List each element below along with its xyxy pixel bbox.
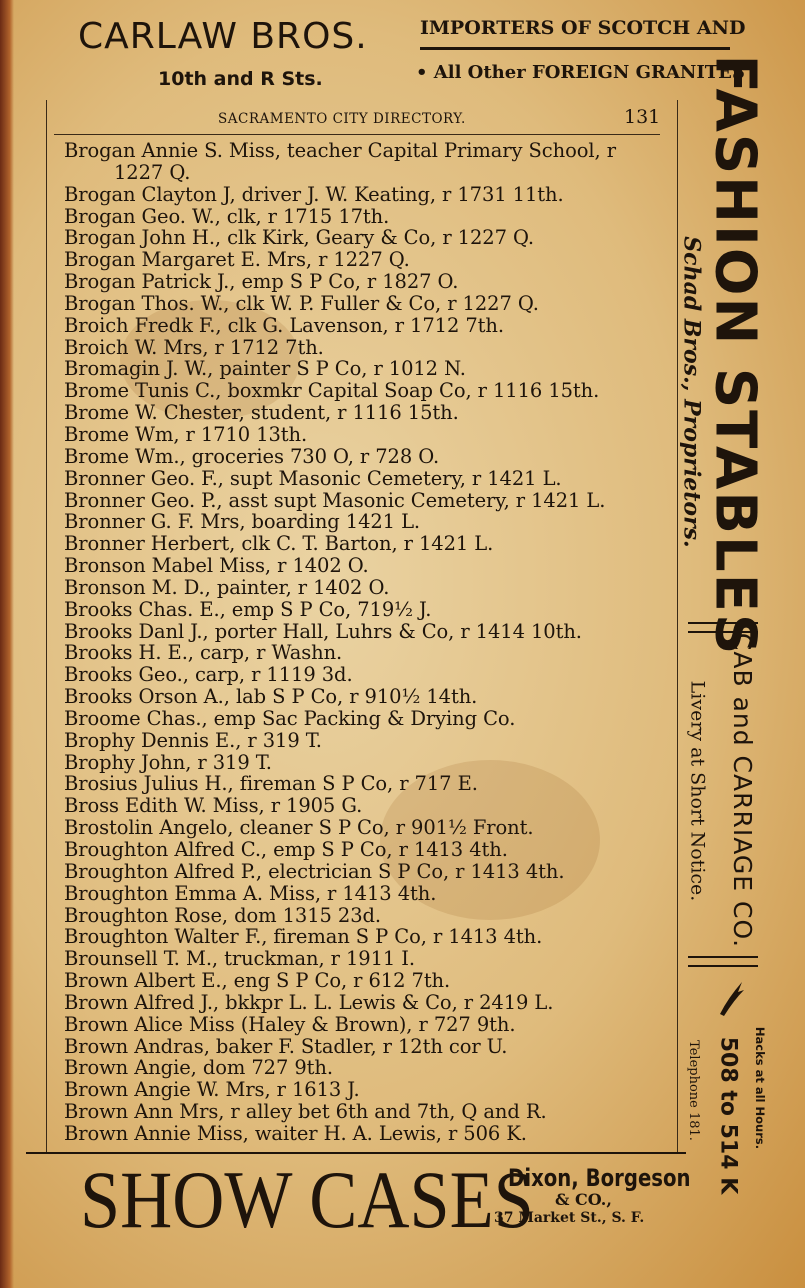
directory-entry: Brome Tunis C., boxmkr Capital Soap Co, r 1116 15th. [64,379,600,403]
directory-entry: Bross Edith W. Miss, r 1905 G. [64,794,363,818]
ad-livery-col [680,680,714,902]
directory-entry: Brophy John, r 319 T. [64,750,272,774]
directory-entry: Brooks H. E., carp, r Washn. [64,641,343,665]
page-number: 131 [624,106,661,128]
directory-entry: Brown Albert E., eng S P Co, r 612 7th. [64,969,451,993]
directory-entry: Broughton Rose, dom 1315 23d. [64,903,382,927]
page-binding-edge [0,0,14,1288]
ad-cab-carriage: CAB and CARRIAGE CO. [728,632,758,948]
running-head: SACRAMENTO CITY DIRECTORY. [218,111,466,127]
directory-entry: Brome W. Chester, student, r 1116 15th. [64,401,459,425]
ad-address-col [710,1025,746,1205]
ad-hacks-col [745,1000,775,1175]
directory-entry: Broich W. Mrs, r 1712 7th. [64,335,324,359]
ad-address: 508 to 514 K [715,1036,741,1194]
directory-entry: Brogan John H., clk Kirk, Geary & Co, r 1227 Q. [64,226,534,250]
directory-entry: Bronson M. D., painter, r 1402 O. [64,575,390,599]
ad-cab-col [722,632,764,948]
directory-entry: Brosius Julius H., fireman S P Co, r 717 E. [64,772,478,796]
directory-entry: Broich Fredk F., clk G. Lavenson, r 1712 7th. [64,313,504,337]
directory-entry: Brogan Geo. W., clk, r 1715 17th. [64,204,390,228]
top-advertisement [0,0,805,100]
ad-telephone-col [680,1040,706,1140]
directory-entry: Brogan Clayton J, driver J. W. Keating, r 1731 11th. [64,182,564,206]
ad-dixon-address: 37 Market St., S. F. [494,1210,645,1226]
ad-carlaw-title: CARLAW BROS. [78,16,368,57]
directory-entry: Brogan Annie S. Miss, teacher Capital Primary School, r [64,139,616,162]
ad-importers-line: IMPORTERS OF SCOTCH AND [420,17,730,50]
directory-entry: Brown Alice Miss (Haley & Brown), r 727 9th. [64,1012,516,1036]
ad-hacks: Hacks at all Hours. [753,1026,767,1149]
directory-entry: Bronson Mabel Miss, r 1402 O. [64,554,369,578]
directory-entry: Brome Wm., groceries 730 O, r 728 O. [64,444,440,468]
directory-entry: Broome Chas., emp Sac Packing & Drying Co. [64,706,516,730]
directory-entry: Brounsell T. M., truckman, r 1911 I. [64,947,415,971]
ad-proprietors-col [672,232,712,552]
directory-entry: Brown Angie W. Mrs, r 1613 J. [64,1078,360,1102]
ad-dixon-firm: Dixon, Borgeson [508,1164,691,1192]
ad-show-cases: SHOW CASES [80,1154,534,1245]
ad-livery: Livery at Short Notice. [686,680,708,902]
directory-entry: Broughton Walter F., fireman S P Co, r 1413 4th. [64,925,543,949]
directory-entry: Brown Angie, dom 727 9th. [64,1056,333,1080]
directory-entry: Brogan Thos. W., clk W. P. Fuller & Co, r 1227 Q. [64,291,539,315]
ad-dixon-co: & CO., [555,1190,612,1209]
directory-entry: Brome Wm, r 1710 13th. [64,422,308,446]
directory-entries [64,140,664,1145]
directory-entry: Brown Alfred J., bkkpr L. L. Lewis & Co, r 2419 L. [64,990,554,1014]
directory-entry: Brogan Margaret E. Mrs, r 1227 Q. [64,248,410,272]
directory-entry: Broughton Emma A. Miss, r 1413 4th. [64,881,437,905]
directory-entry: Bronner Geo. P., asst supt Masonic Cemetery, r 1421 L. [64,488,606,512]
header-rule [54,134,660,135]
directory-entry: Brown Ann Mrs, r alley bet 6th and 7th, Q and R. [64,1100,547,1124]
pointing-hand-icon [716,978,746,1018]
ad-telephone: Telephone 181. [685,1039,701,1141]
directory-entry: Brooks Danl J., porter Hall, Luhrs & Co, r 1414 10th. [64,619,582,643]
directory-entry: Broughton Alfred P., electrician S P Co, r 1413 4th. [64,859,565,883]
directory-entry: Broughton Alfred C., emp S P Co, r 1413 4th. [64,838,508,861]
ad-double-rule [688,622,758,633]
ad-fashion-title: FASHION STABLES [702,54,768,656]
directory-entry: Brooks Geo., carp, r 1119 3d. [64,663,353,687]
directory-entry: Brogan Patrick J., emp S P Co, r 1827 O. [64,270,459,294]
directory-entry: Bromagin J. W., painter S P Co, r 1012 N. [64,357,466,381]
directory-entry: Brooks Chas. E., emp S P Co, 719½ J. [64,597,432,621]
directory-entry: Bronner Geo. F., supt Masonic Cemetery, r 1421 L. [64,466,562,490]
directory-entry: Brooks Orson A., lab S P Co, r 910½ 14th. [64,685,478,709]
directory-entry: Brown Andras, baker F. Stadler, r 12th cor U. [64,1034,508,1058]
directory-entry: Brown Annie Miss, waiter H. A. Lewis, r 506 K. [64,1121,527,1145]
directory-entry-continuation: 1227 Q. [114,160,191,184]
directory-entry: Bronner G. F. Mrs, boarding 1421 L. [64,510,421,534]
directory-entry: Brophy Dennis E., r 319 T. [64,728,322,752]
ad-proprietors: Schad Bros., Proprietors. [679,236,705,548]
ad-granites-line: • All Other FOREIGN GRANITES [416,62,745,83]
directory-entry: Bronner Herbert, clk C. T. Barton, r 1421 L. [64,532,494,556]
ad-carlaw-address: 10th and R Sts. [158,68,323,90]
ad-double-rule [688,956,758,967]
directory-entry: Brostolin Angelo, cleaner S P Co, r 901½ Front. [64,816,534,840]
